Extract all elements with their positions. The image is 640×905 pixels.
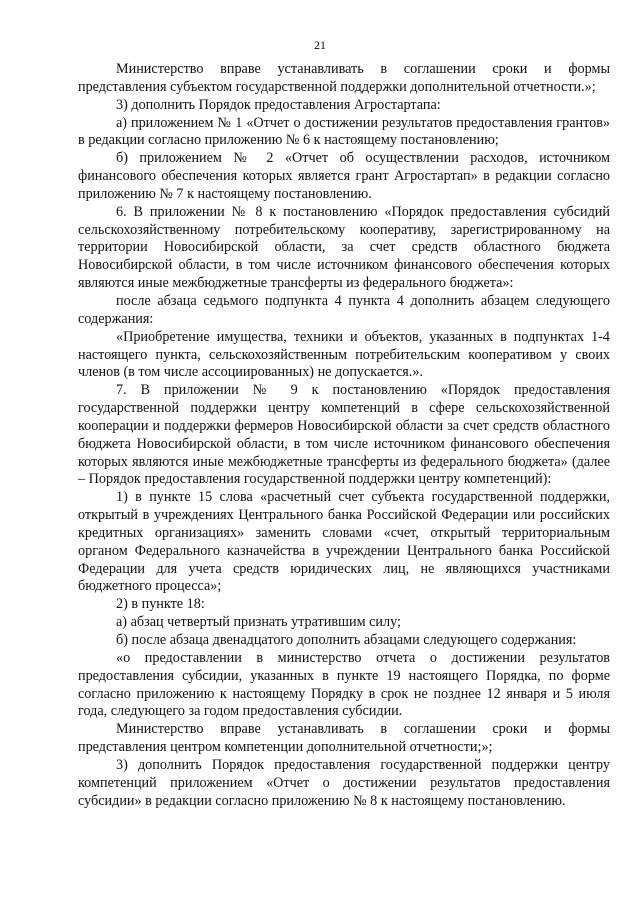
- paragraph-agrostartap-add: 3) дополнить Порядок предоставления Агростартапа:: [116, 96, 441, 113]
- paragraph-ministry-right: Министерство вправе устанавливать в соглашении сроки и формы представления субъектом государственной поддержки дополнительной отчетности.»;: [78, 61, 610, 95]
- paragraph-item-6: 6. В приложении № 8 к постановлению «Порядок предоставления субсидий сельскохозяйственному потребительскому кооперативу, зарегистрированному на территории Новосибирской области, за счет средств областного бюджета Новосибирской области, в том числе источником финансового обеспечения которых являются иные межбюджетные трансферты из федерального бюджета»:: [78, 203, 610, 292]
- document-body: [78, 61, 610, 810]
- paragraph-report-quote: «о предоставлении в министерство отчета о достижении результатов предоставления субсидии, указанных в пункте 19 настоящего Порядка, по форме согласно приложению к настоящему Порядку в срок не позднее 12 января и 5 июля года, следующего за годом предоставления субсидии.: [78, 649, 610, 720]
- paragraph-acquisition-quote: «Приобретение имущества, техники и объектов, указанных в подпунктах 1-4 настоящего пункта, сельскохозяйственным потребительским кооперативом у своих членов (в том числе ассоциированных) не допускается.».: [78, 328, 610, 381]
- paragraph-fourth-invalid: а) абзац четвертый признать утратившим силу;: [116, 614, 401, 631]
- paragraph-after-twelfth: б) после абзаца двенадцатого дополнить абзацами следующего содержания:: [116, 632, 577, 648]
- paragraph-appendix-1: а) приложением № 1 «Отчет о достижении результатов предоставления грантов» в редакции согласно приложению № 6 к настоящему постановлению;: [78, 114, 610, 149]
- page-number: 21: [314, 38, 326, 52]
- paragraph-competence-appendix: 3) дополнить Порядок предоставления государственной поддержки центру компетенций приложением «Отчет о достижении результатов предоставления субсидии» в редакции согласно приложению № 8 к настоящему постановлению.: [78, 756, 610, 809]
- paragraph-clause-15: 1) в пункте 15 слова «расчетный счет субъекта государственной поддержки, открытый в учреждениях Центрального банка Российской Федерации или российских кредитных организациях» заменить словами «счет, открытый территориальным органом Федерального казначейства в учреждении Центрального банка Российской Федерации для учета средств юридических лиц, не являющихся участниками бюджетного процесса»;: [78, 489, 610, 595]
- paragraph-item-7: 7. В приложении № 9 к постановлению «Порядок предоставления государственной поддержки центру компетенций в сфере сельскохозяйственной кооперации и поддержки фермеров Новосибирской области за счет средств областного бюджета Новосибирской области, в том числе источником финансового обеспечения которых являются иные межбюджетные трансферты из федерального бюджета» (далее – Порядок предоставления государственной поддержки центру компетенций):: [78, 382, 610, 488]
- paragraph-clause-18: 2) в пункте 18:: [116, 596, 205, 613]
- paragraph-appendix-2: б) приложением № 2 «Отчет об осуществлении расходов, источником финансового обеспечения которых является грант Агростартап» в редакции согласно приложению № 7 к настоящему постановлению.: [78, 150, 610, 202]
- paragraph-after-seventh: после абзаца седьмого подпункта 4 пункта 4 дополнить абзацем следующего содержания:: [78, 292, 610, 327]
- paragraph-ministry-right-2: Министерство вправе устанавливать в соглашении сроки и формы представления центром компетенции дополнительной отчетности;»;: [78, 721, 610, 756]
